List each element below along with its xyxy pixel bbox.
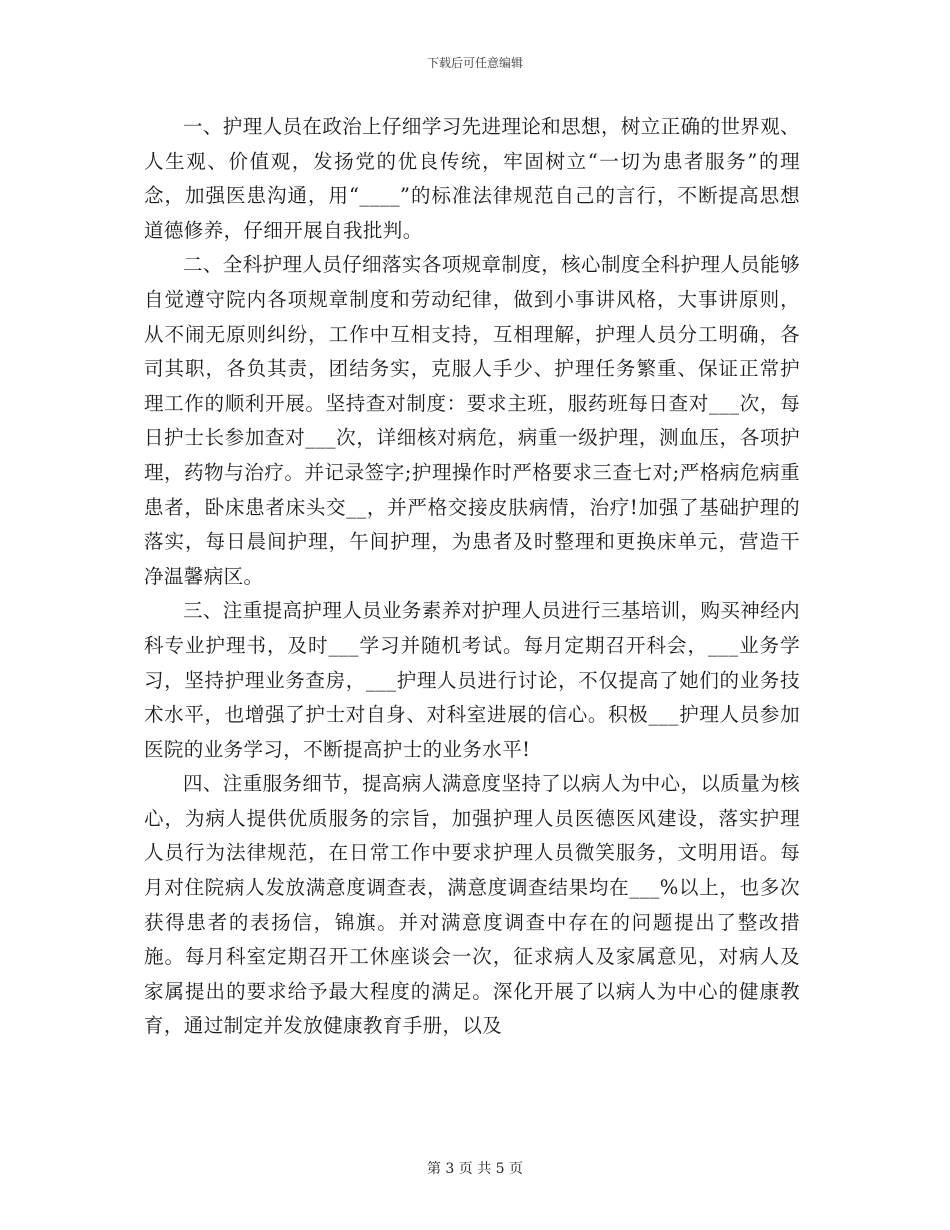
paragraph-2: 二、全科护理人员仔细落实各项规章制度，核心制度全科护理人员能够自觉遵守院内各项规章制度和劳动纪律，做到小事讲风格，大事讲原则，从不闹无原则纠纷，工作中互相支持，互相理解，护理人员分工明确，各司其职，各负其责，团结务实，克服人手少、护理任务繁重、保证正常护理工作的顺利开展。坚持查对制度：要求主班，服药班每日查对___次，每日护士长参加查对___次，详细核对病危，病重一级护理，测血压，各项护理，药物与治疗。并记录签字;护理操作时严格要求三查七对;严格病危病重患者，卧床患者床头交__，并严格交接皮肤病情，治疗!加强了基础护理的落实，每日晨间护理，午间护理，为患者及时整理和更换床单元，营造干净温馨病区。	[144, 253, 800, 588]
document-body	[144, 110, 800, 1044]
paragraph-3: 三、注重提高护理人员业务素养对护理人员进行三基培训，购买神经内科专业护理书，及时___学习并随机考试。每月定期召开科会，___业务学习，坚持护理业务查房，___护理人员进行讨论，不仅提高了她们的业务技术水平，也增强了护士对自身、对科室进展的信心。积极___护理人员参加医院的业务学习，不断提高护士的业务水平!	[144, 599, 800, 761]
paragraph-1: 一、护理人员在政治上仔细学习先进理论和思想，树立正确的世界观、人生观、价值观，发扬党的优良传统，牢固树立“一切为患者服务”的理念，加强医患沟通，用“____”的标准法律规范自己的言行，不断提高思想道德修养，仔细开展自我批判。	[144, 115, 800, 242]
page-number-footer: 第 3 页 共 5 页	[426, 1161, 524, 1177]
page-header-note: 下载后可任意编辑	[426, 56, 523, 70]
paragraph-4: 四、注重服务细节，提高病人满意度坚持了以病人为中心，以质量为核心，为病人提供优质服务的宗旨，加强护理人员医德医风建设，落实护理人员行为法律规范，在日常工作中要求护理人员微笑服务，文明用语。每月对住院病人发放满意度调查表，满意度调查结果均在___%以上，也多次获得患者的表扬信，锦旗。并对满意度调查中存在的问题提出了整改措施。每月科室定期召开工休座谈会一次，征求病人及家属意见，对病人及家属提出的要求给予最大程度的满足。深化开展了以病人为中心的健康教育，通过制定并发放健康教育手册，以及	[144, 772, 800, 1038]
